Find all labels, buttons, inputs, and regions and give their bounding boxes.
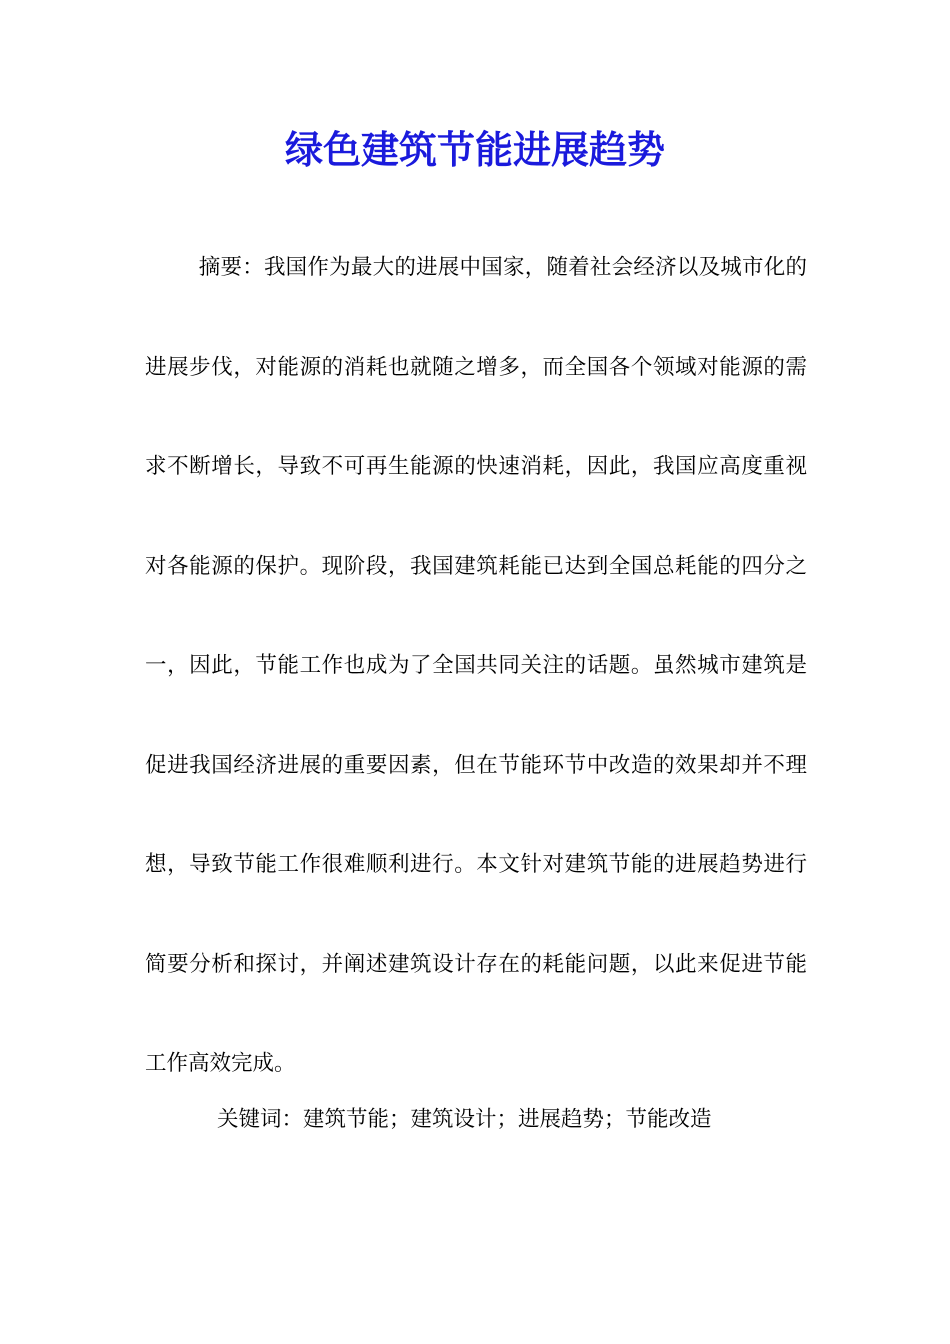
document-title: 绿色建筑节能进展趋势 [284, 127, 665, 172]
keywords-line: 关键词：建筑节能；建筑设计；进展趋势；节能改造 [217, 1107, 712, 1132]
abstract-paragraph: 摘要：我国作为最大的进展中国家，随着社会经济以及城市化的进展步伐，对能源的消耗也就随之增多，而全国各个领域对能源的需求不断增长，导致不可再生能源的快速消耗，因此，我国应高度重视对各能源的保护。现阶段，我国建筑耗能已达到全国总耗能的四分之一，因此，节能工作也成为了全国共同关注的话题。虽然城市建筑是促进我国经济进展的重要因素，但在节能环节中改造的效果却并不理想，导致节能工作很难顺利进行。本文针对建筑节能的进展趋势进行简要分析和探讨，并阐述建筑设计存在的耗能问题，以此来促进节能工作高效完成。 [145, 255, 807, 1076]
